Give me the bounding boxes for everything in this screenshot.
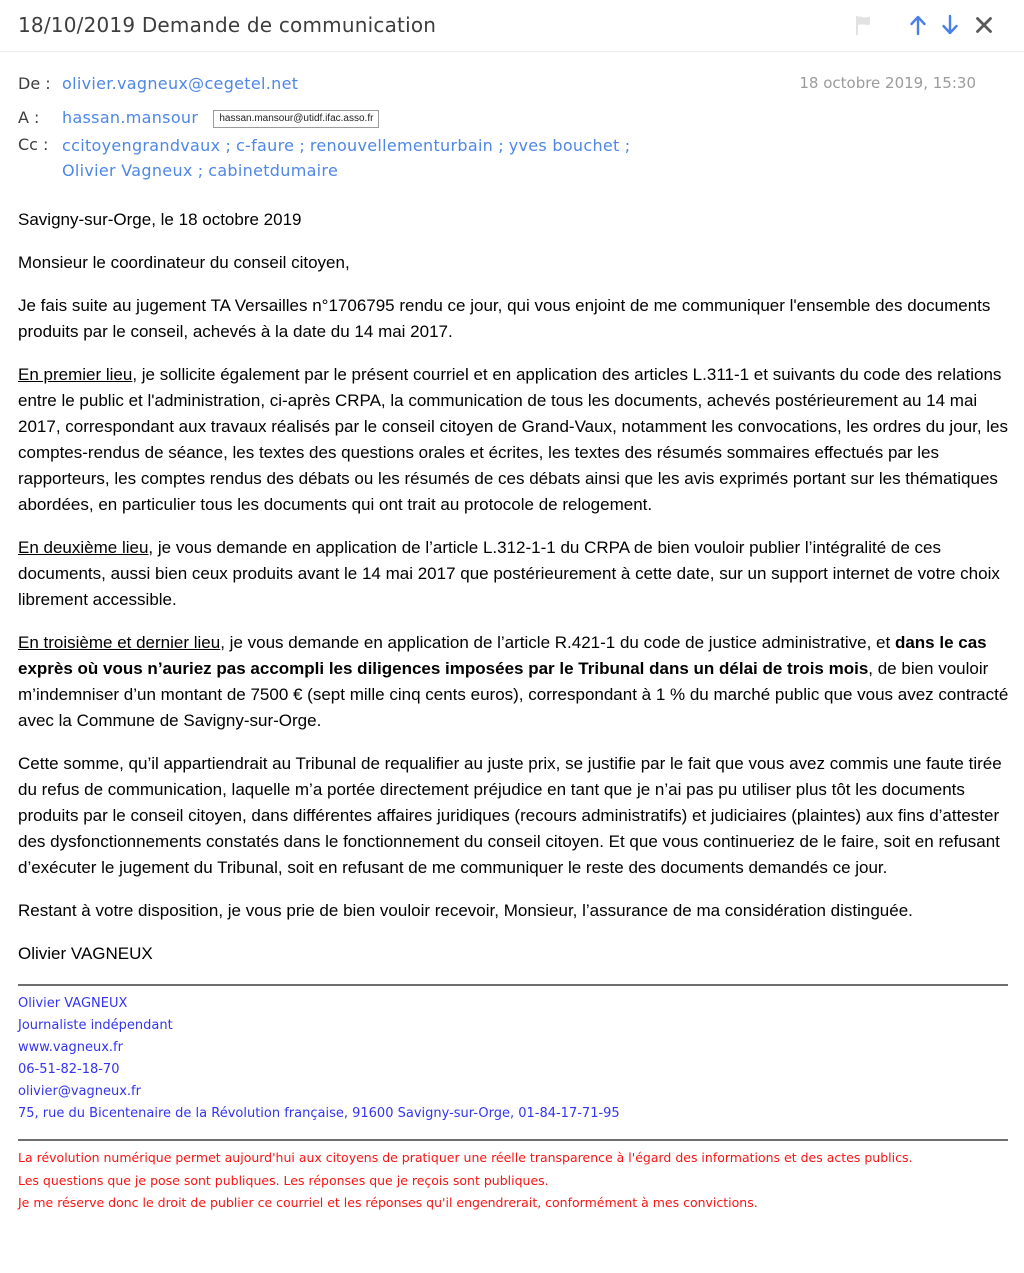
cc-recipient-link[interactable]: c-faure <box>235 136 295 155</box>
body-paragraph <box>18 362 1012 518</box>
from-row <box>18 72 976 95</box>
email-body <box>0 183 1024 967</box>
cc-recipient-list <box>62 133 630 183</box>
titlebar-actions <box>853 13 994 40</box>
body-paragraph <box>18 535 1012 613</box>
flag-button[interactable] <box>853 14 872 39</box>
cc-recipient-link[interactable]: Olivier Vagneux <box>62 161 193 180</box>
paragraph-segment: , je vous demande en application de l’article R.421-1 du code de justice administrative, et <box>220 633 895 652</box>
to-row <box>18 106 976 129</box>
paragraph-segment: Je fais suite au jugement TA Versailles n°1706795 rendu ce jour, qui vous enjoint de me communiquer l'ensemble des documents produits par le conseil, achevés à la date du 14 mai 2017. <box>18 296 991 341</box>
cc-separator: ; <box>619 136 631 155</box>
message-date: 18 octobre 2019, 15:30 <box>799 74 976 92</box>
cc-separator: ; <box>220 136 236 155</box>
disclaimer-block <box>0 1141 1024 1215</box>
body-paragraph <box>18 898 1012 924</box>
email-meta <box>0 52 1024 183</box>
close-button[interactable] <box>974 15 994 38</box>
signature-line: 75, rue du Bicentenaire de la Révolution française, 91600 Savigny-sur-Orge, 01-84-17-71-95 <box>18 1106 620 1121</box>
signature-link[interactable]: www.vagneux.fr <box>18 1040 123 1055</box>
paragraph-segment: Savigny-sur-Orge, le 18 octobre 2019 <box>18 210 302 229</box>
paragraph-segment: Cette somme, qu’il appartiendrait au Tribunal de requalifier au juste prix, se justifie par le fait que vous avez commis une faute tirée du refus de communication, laquelle m’a portée directement préjudice en tant que je n’ai pas pu utiliser plus tôt les documents produits par le conseil citoyen, dans différentes affaires juridiques (recours administratifs) et judiciaires (plaintes) aux fins d’attester des dysfonctionnements constatés dans le fonctionnement du conseil citoyen. Et que vous continueriez de le faire, soit en refusant d’exécuter le jugement du Tribunal, soit en refusant de me communiquer le reste des documents demandés ce jour. <box>18 754 1002 877</box>
to-label: A : <box>18 108 40 127</box>
cc-recipient-link[interactable]: renouvellementurbain <box>309 136 494 155</box>
body-paragraph <box>18 941 1012 967</box>
to-address-tooltip: hassan.mansour@utidf.ifac.asso.fr <box>213 110 379 128</box>
paragraph-segment: En troisième et dernier lieu <box>18 633 221 652</box>
close-icon <box>974 15 994 38</box>
signature-line: Journaliste indépendant <box>18 1018 173 1033</box>
arrow-down-icon <box>940 13 960 40</box>
paragraph-segment: , de bien vouloir m’indemniser d’un montant de 7500 € (sept mille cinq cents euros), correspondant à 1 % du marché public que vous avez contracté avec la Commune de Savigny-sur-Orge. <box>18 659 1009 730</box>
paragraph-segment: Restant à votre disposition, je vous prie de bien vouloir recevoir, Monsieur, l’assurance de ma considération distinguée. <box>18 901 913 920</box>
signature-line: Olivier VAGNEUX <box>18 996 128 1011</box>
cc-label: Cc : <box>18 135 49 154</box>
cc-row <box>18 133 976 183</box>
paragraph-segment: , je sollicite également par le présent courriel et en application des articles L.311-1 et suivants du code des relations entre le public et l'administration, ci-après CRPA, la communication de tous les documents, achevés postérieurement au 14 mai 2017, correspondant aux travaux réalisés par le conseil citoyen de Grand-Vaux, notamment les convocations, les ordres du jour, les comptes-rendus de séance, les textes des questions orales et écrites, les textes des résumés sommaires effectués par les rapporteurs, les comptes rendus des débats ou les résumés de ces débats ainsi que les avis exprimés portant sur les thématiques abordées, en particulier tous les documents qui ont trait au protocole de relogement. <box>18 365 1009 514</box>
cc-separator: ; <box>493 136 509 155</box>
flag-icon <box>853 14 872 39</box>
body-paragraph <box>18 250 1012 276</box>
paragraph-segment: Monsieur le coordinateur du conseil citoyen, <box>18 253 350 272</box>
paragraph-segment: , je vous demande en application de l’article L.312-1-1 du CRPA de bien vouloir publier l’intégralité de ces documents, aussi bien ceux produits avant le 14 mai 2017 que postérieurement à cette date, sur un support internet de votre choix librement accessible. <box>18 538 1000 609</box>
from-label: De : <box>18 74 51 93</box>
cc-separator: ; <box>294 136 310 155</box>
cc-recipient-link[interactable]: cabinetdumaire <box>208 161 339 180</box>
cc-recipient-link[interactable]: yves bouchet <box>508 136 620 155</box>
body-paragraph <box>18 293 1012 345</box>
previous-message-button[interactable] <box>908 13 928 40</box>
next-message-button[interactable] <box>940 13 960 40</box>
body-paragraph <box>18 207 1012 233</box>
paragraph-segment: Olivier VAGNEUX <box>18 944 153 963</box>
paragraph-segment: En deuxième lieu <box>18 538 149 557</box>
body-paragraph <box>18 751 1012 881</box>
paragraph-segment: En premier lieu <box>18 365 133 384</box>
from-address-link[interactable]: olivier.vagneux@cegetel.net <box>62 74 299 93</box>
signature-block <box>0 986 1024 1127</box>
signature-link[interactable]: olivier@vagneux.fr <box>18 1084 141 1099</box>
cc-separator: ; <box>192 161 209 180</box>
disclaimer-line: La révolution numérique permet aujourd'hui aux citoyens de pratiquer une réelle transparence à l'égard des informations et des actes publics. <box>18 1150 913 1165</box>
to-recipient-link[interactable]: hassan.mansour <box>62 108 199 127</box>
signature-line: 06-51-82-18-70 <box>18 1062 120 1077</box>
arrow-up-icon <box>908 13 928 40</box>
email-titlebar <box>0 0 1024 52</box>
cc-recipient-link[interactable]: ccitoyengrandvaux <box>62 136 221 155</box>
body-paragraph <box>18 630 1012 734</box>
disclaimer-line: Je me réserve donc le droit de publier ce courriel et les réponses qu'il engendrerait, conformément à mes convictions. <box>18 1195 758 1210</box>
paragraph-segment: dans le cas exprès où vous n’auriez pas accompli les diligences imposées par le Tribunal dans un délai de trois mois <box>18 633 987 678</box>
disclaimer-line: Les questions que je pose sont publiques. Les réponses que je reçois sont publiques. <box>18 1172 549 1188</box>
email-subject: 18/10/2019 Demande de communication <box>18 13 437 37</box>
